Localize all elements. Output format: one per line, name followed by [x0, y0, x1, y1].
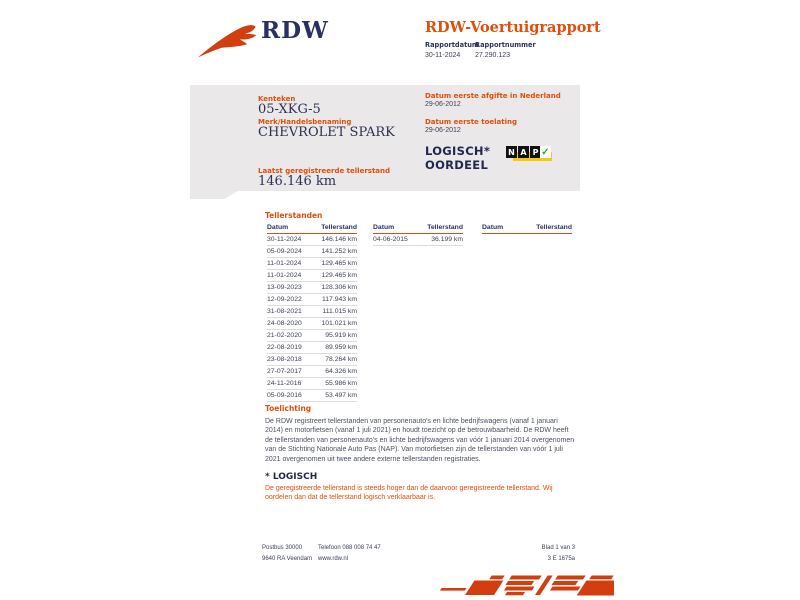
- merk-label: Merk/Handelsbenaming: [258, 118, 352, 126]
- footer-page-number: Blad 1 van 3: [541, 545, 575, 551]
- footer-pagination: [495, 543, 575, 565]
- nap-letter-p: P: [530, 146, 541, 158]
- row-value: 111.015 km: [322, 308, 357, 316]
- row-value: 129.465 km: [321, 260, 357, 268]
- row-value: 146.146 km: [321, 236, 357, 244]
- table-row: [267, 246, 357, 258]
- table-row: [267, 282, 357, 294]
- table-row: [267, 294, 357, 306]
- row-value: 128.306 km: [321, 284, 357, 292]
- row-value: 129.465 km: [321, 272, 357, 280]
- eerste-afgifte-label: Datum eerste afgifte in Nederland: [425, 92, 561, 100]
- nap-letter-a: A: [518, 146, 529, 158]
- table-header: [267, 224, 357, 234]
- row-value: 78.264 km: [325, 356, 357, 364]
- table-row: [267, 342, 357, 354]
- nap-checkmark-icon: ✓: [541, 146, 550, 158]
- row-date: 11-01-2024: [267, 260, 302, 268]
- table-row: [267, 306, 357, 318]
- row-date: 21-02-2020: [267, 332, 302, 340]
- row-date: 05-09-2016: [267, 392, 302, 400]
- footer-website-link[interactable]: www.rdw.nl: [318, 556, 349, 562]
- row-value: 101.021 km: [321, 320, 357, 328]
- logisch-heading: * LOGISCH: [265, 472, 318, 482]
- tellerstanden-heading: Tellerstanden: [265, 211, 323, 220]
- report-date-label: Rapportdatum: [425, 41, 479, 49]
- kenteken-label: Kenteken: [258, 95, 296, 103]
- row-value: 55.986 km: [325, 380, 357, 388]
- rdw-logo-text: RDW: [261, 17, 329, 44]
- meter-table-group-3: [482, 224, 572, 234]
- laatste-tellerstand-value: 146.146 km: [258, 174, 337, 189]
- row-value: 141.252 km: [321, 248, 357, 256]
- meter-table-group-2: [373, 224, 463, 246]
- rdw-feather-icon: [196, 21, 258, 61]
- row-value: 117.943 km: [321, 296, 357, 304]
- summary-box-corner-tab: [190, 191, 238, 199]
- kenteken-value: 05-XKG-5: [258, 102, 321, 117]
- eerste-toelating-label: Datum eerste toelating: [425, 118, 518, 126]
- speed-stripes-graphic: [436, 575, 614, 598]
- toelichting-body: De RDW registreert tellerstanden van personenauto's en lichte bedrijfswagens (vanaf 1 januari 2014) en motorfietsen (vanaf 1 juli 2021) en houdt toezicht op de betrouwbaarheid. De RDW heeft de tellerstanden van personenauto's en lichte bedrijfswagens van vóór 1 januari 2014 overgenomen van de Stichting Nationale Auto Pas (NAP). Van motorfietsen zijn de tellerstanden van vóór 1 juli 2021 overgenomen uit twee andere externe tellerstanden registraties.: [265, 418, 575, 463]
- row-value: 89.959 km: [325, 344, 357, 352]
- nap-letter-n: N: [506, 146, 517, 158]
- table-row: [267, 270, 357, 282]
- report-date-value: 30-11-2024: [425, 51, 461, 59]
- row-date: 13-09-2023: [267, 284, 302, 292]
- row-value: 36.199 km: [431, 236, 463, 244]
- report-number-value: 27.290.123: [475, 51, 511, 59]
- table-row: [373, 234, 463, 246]
- row-date: 23-08-2018: [267, 356, 302, 364]
- laatste-tellerstand-label: Laatst geregistreerde tellerstand: [258, 167, 391, 175]
- col-datum: Datum: [373, 224, 395, 231]
- row-value: 95.919 km: [325, 332, 357, 340]
- row-date: 24-08-2020: [267, 320, 302, 328]
- footer-address: [262, 543, 312, 565]
- page-title: RDW-Voertuigrapport: [425, 19, 601, 36]
- table-row: [267, 366, 357, 378]
- row-date: 12-09-2022: [267, 296, 302, 304]
- table-row: [267, 330, 357, 342]
- oordeel-line1: LOGISCH*: [425, 144, 491, 158]
- row-date: 04-06-2015: [373, 236, 408, 244]
- nap-logo: [506, 146, 552, 163]
- row-date: 22-08-2019: [267, 344, 302, 352]
- footer-phone: Telefoon 088 008 74 47: [318, 545, 381, 551]
- table-row: [267, 378, 357, 390]
- footer-contact: [318, 543, 381, 565]
- oordeel-line2: OORDEEL: [425, 158, 489, 172]
- report-date-block: [425, 41, 479, 59]
- row-date: 24-11-2016: [267, 380, 302, 388]
- col-datum: Datum: [482, 224, 504, 231]
- table-row: [267, 318, 357, 330]
- oordeel-verdict: [425, 144, 490, 172]
- col-tellerstand: Tellerstand: [321, 224, 357, 231]
- footer-postbus: Postbus 30000: [262, 545, 303, 551]
- row-value: 64.326 km: [325, 368, 357, 376]
- col-tellerstand: Tellerstand: [536, 224, 572, 231]
- row-date: 27-07-2017: [267, 368, 302, 376]
- eerste-afgifte-value: 29-06-2012: [425, 101, 461, 108]
- row-date: 30-11-2024: [267, 236, 302, 244]
- col-tellerstand: Tellerstand: [427, 224, 463, 231]
- row-date: 11-01-2024: [267, 272, 302, 280]
- table-row: [267, 390, 357, 402]
- toelichting-heading: Toelichting: [265, 404, 312, 413]
- row-value: 53.497 km: [325, 392, 357, 400]
- table-row: [267, 234, 357, 246]
- row-date: 05-09-2024: [267, 248, 302, 256]
- table-header: [482, 224, 572, 234]
- footer-city: 9640 RA Veendam: [262, 556, 313, 562]
- col-datum: Datum: [267, 224, 289, 231]
- meter-table-group-1: [267, 224, 357, 402]
- table-row: [267, 354, 357, 366]
- table-header: [373, 224, 463, 234]
- row-date: 31-08-2021: [267, 308, 302, 316]
- table-row: [267, 258, 357, 270]
- eerste-toelating-value: 29-06-2012: [425, 127, 461, 134]
- footer-doc-code: 3 E 1675a: [547, 556, 575, 562]
- logisch-explanation: De geregistreerde tellerstand is steeds hoger dan de daarvoor geregistreerde tellerstand. Wij oordelen dan dat de tellerstand logisch verklaarbaar is.: [265, 485, 553, 502]
- report-number-label: Rapportnummer: [475, 41, 536, 49]
- merk-value: CHEVROLET SPARK: [258, 125, 395, 140]
- report-number-block: [475, 41, 536, 59]
